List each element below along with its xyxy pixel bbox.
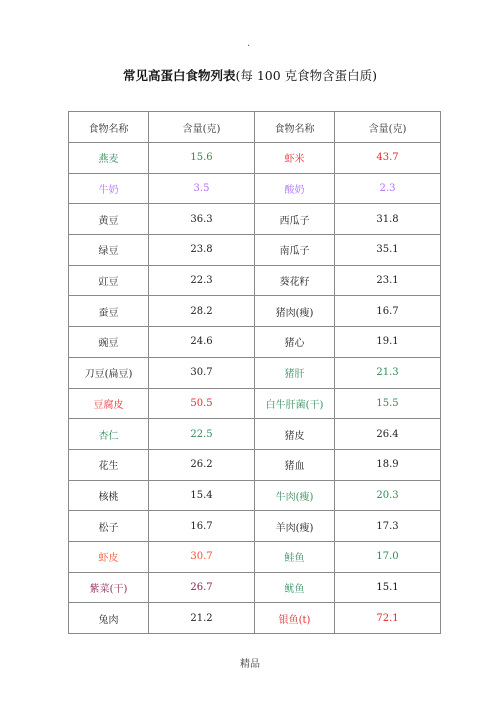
- protein-amount-cell: 36.3: [149, 204, 255, 235]
- food-name-cell: 猪肉(瘦): [255, 296, 335, 327]
- food-name-cell: 刀豆(扁豆): [69, 357, 149, 388]
- table-row: [69, 327, 441, 358]
- table-row: [69, 388, 441, 419]
- protein-amount-cell: 26.2: [149, 449, 255, 480]
- table-row: [69, 541, 441, 572]
- food-name-cell: 杏仁: [69, 419, 149, 450]
- protein-amount-cell: 15.4: [149, 480, 255, 511]
- food-name-cell: 牛肉(瘦): [255, 480, 335, 511]
- protein-amount-cell: 23.8: [149, 235, 255, 266]
- food-name-cell: 豌豆: [69, 327, 149, 358]
- protein-amount-cell: 26.4: [335, 419, 441, 450]
- protein-table: [68, 111, 441, 634]
- table-row: [69, 296, 441, 327]
- header-amount-1: 含量(克): [149, 112, 255, 143]
- protein-amount-cell: 15.5: [335, 388, 441, 419]
- food-name-cell: 西瓜子: [255, 204, 335, 235]
- protein-amount-cell: 26.7: [149, 572, 255, 603]
- protein-amount-cell: 22.3: [149, 265, 255, 296]
- food-name-cell: 鱿鱼: [255, 572, 335, 603]
- food-name-cell: 核桃: [69, 480, 149, 511]
- protein-amount-cell: 17.3: [335, 511, 441, 542]
- food-name-cell: 紫菜(干): [69, 572, 149, 603]
- protein-amount-cell: 16.7: [335, 296, 441, 327]
- food-name-cell: 南瓜子: [255, 235, 335, 266]
- food-name-cell: 虾米: [255, 143, 335, 174]
- food-name-cell: 蚕豆: [69, 296, 149, 327]
- table-row: [69, 204, 441, 235]
- protein-amount-cell: 35.1: [335, 235, 441, 266]
- food-name-cell: 黄豆: [69, 204, 149, 235]
- protein-amount-cell: 20.3: [335, 480, 441, 511]
- food-name-cell: 花生: [69, 449, 149, 480]
- protein-amount-cell: 50.5: [149, 388, 255, 419]
- food-name-cell: 猪血: [255, 449, 335, 480]
- food-name-cell: 白牛肝菌(干): [255, 388, 335, 419]
- table-row: [69, 511, 441, 542]
- protein-amount-cell: 43.7: [335, 143, 441, 174]
- table-row: [69, 572, 441, 603]
- table-row: [69, 419, 441, 450]
- protein-amount-cell: 15.1: [335, 572, 441, 603]
- protein-amount-cell: 31.8: [335, 204, 441, 235]
- protein-amount-cell: 22.5: [149, 419, 255, 450]
- title-subtitle: (每 100 克食物含蛋白质): [235, 68, 378, 83]
- food-name-cell: 牛奶: [69, 173, 149, 204]
- protein-amount-cell: 2.3: [335, 173, 441, 204]
- food-name-cell: 虾皮: [69, 541, 149, 572]
- food-name-cell: 松子: [69, 511, 149, 542]
- food-name-cell: 猪心: [255, 327, 335, 358]
- table-row: [69, 357, 441, 388]
- page-footer: 精品: [240, 659, 260, 670]
- table-header-row: [69, 112, 441, 143]
- food-name-cell: 银鱼(t): [255, 603, 335, 634]
- food-name-cell: 羊肉(瘦): [255, 511, 335, 542]
- table-row: [69, 235, 441, 266]
- table-row: [69, 480, 441, 511]
- table-row: [69, 603, 441, 634]
- protein-amount-cell: 3.5: [149, 173, 255, 204]
- page-top-mark: .: [247, 38, 251, 49]
- protein-amount-cell: 16.7: [149, 511, 255, 542]
- title-main: 常见高蛋白食物列表: [122, 68, 236, 83]
- protein-amount-cell: 24.6: [149, 327, 255, 358]
- table-row: [69, 143, 441, 174]
- food-name-cell: 酸奶: [255, 173, 335, 204]
- protein-amount-cell: 21.2: [149, 603, 255, 634]
- protein-amount-cell: 17.0: [335, 541, 441, 572]
- protein-amount-cell: 30.7: [149, 357, 255, 388]
- food-name-cell: 鲑鱼: [255, 541, 335, 572]
- protein-amount-cell: 23.1: [335, 265, 441, 296]
- table-row: [69, 449, 441, 480]
- food-name-cell: 豆腐皮: [69, 388, 149, 419]
- protein-amount-cell: 19.1: [335, 327, 441, 358]
- food-name-cell: 绿豆: [69, 235, 149, 266]
- protein-amount-cell: 30.7: [149, 541, 255, 572]
- header-food-name-1: 食物名称: [69, 112, 149, 143]
- food-name-cell: 燕麦: [69, 143, 149, 174]
- table-row: [69, 265, 441, 296]
- food-name-cell: 猪皮: [255, 419, 335, 450]
- protein-amount-cell: 15.6: [149, 143, 255, 174]
- page-title: [0, 66, 500, 84]
- table-row: [69, 173, 441, 204]
- header-amount-2: 含量(克): [335, 112, 441, 143]
- protein-amount-cell: 72.1: [335, 603, 441, 634]
- protein-amount-cell: 18.9: [335, 449, 441, 480]
- protein-amount-cell: 28.2: [149, 296, 255, 327]
- food-name-cell: 葵花籽: [255, 265, 335, 296]
- food-name-cell: 豇豆: [69, 265, 149, 296]
- protein-amount-cell: 21.3: [335, 357, 441, 388]
- header-food-name-2: 食物名称: [255, 112, 335, 143]
- food-name-cell: 猪肝: [255, 357, 335, 388]
- food-name-cell: 兔肉: [69, 603, 149, 634]
